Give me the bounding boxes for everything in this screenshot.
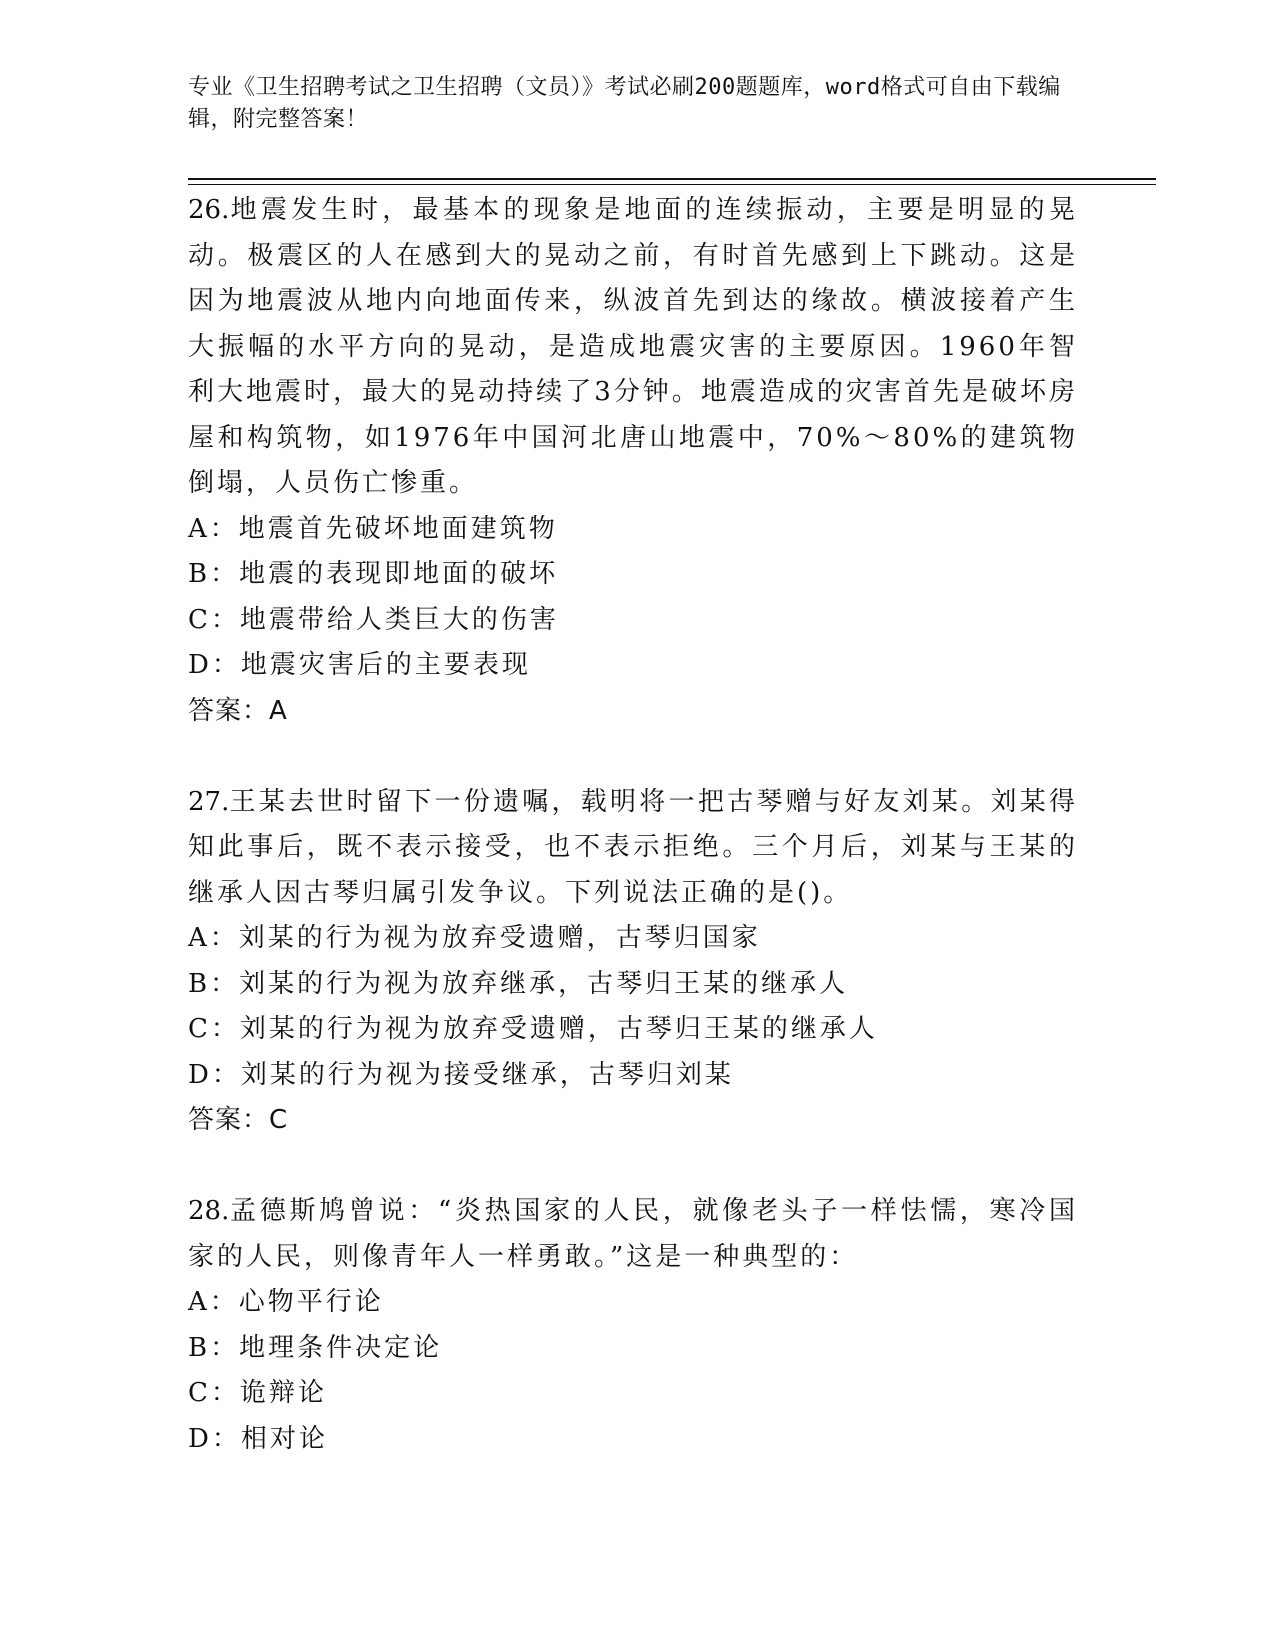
option-d: D：刘某的行为视为接受继承，古琴归刘某 (188, 1059, 734, 1090)
option-c: C：诡辩论 (188, 1378, 327, 1408)
option-c: C：刘某的行为视为放弃受遗赠，古琴归王某的继承人 (188, 1014, 878, 1044)
header-divider-thick (188, 178, 1156, 180)
option-a: A：刘某的行为视为放弃受遗赠，古琴归国家 (188, 923, 761, 953)
question-number: 28. (188, 1196, 230, 1226)
question-text: 地震发生时，最基本的现象是地面的连续振动，主要是明显的晃动。极震区的人在感到大的晃动之前，有时首先感到上下跳动。这是因为地震波从地内向地面传来，纵波首先到达的缘故。横波接着产生大振幅的水平方向的晃动，是造成地震灾害的主要原因。1960年智利大地震时，最大的晃动持续了3分钟。地震造成的灾害首先是破坏房屋和构筑物，如1976年中国河北唐山地震中，70%～80%的建筑物倒塌，人员伤亡惨重。 (188, 195, 1078, 498)
header-divider-thin (188, 184, 1156, 185)
question-spacer (188, 734, 1078, 780)
question-stem (188, 188, 1078, 507)
question-spacer (188, 1144, 1078, 1190)
page-header: 专业《卫生招聘考试之卫生招聘（文员）》考试必刷200题题库，word格式可自由下载编辑，附完整答案！ (188, 75, 1061, 132)
answer: 答案：A (188, 695, 288, 726)
question-number: 26. (188, 195, 230, 225)
question-28 (188, 1189, 1078, 1462)
question-stem (188, 780, 1078, 917)
option-b: B：刘某的行为视为放弃继承，古琴归王某的继承人 (188, 968, 849, 999)
question-text: 孟德斯鸠曾说：“炎热国家的人民，就像老头子一样怯懦，寒冷国家的人民，则像青年人一样勇敢。”这是一种典型的： (188, 1196, 1078, 1272)
question-26 (188, 188, 1078, 734)
option-a: A：地震首先破坏地面建筑物 (188, 513, 558, 544)
answer: 答案：C (188, 1105, 289, 1135)
option-c: C：地震带给人类巨大的伤害 (188, 604, 559, 635)
question-stem (188, 1189, 1078, 1280)
question-list (188, 188, 1078, 1462)
question-27 (188, 780, 1078, 1144)
option-d: D：相对论 (188, 1423, 328, 1454)
option-a: A：心物平行论 (188, 1287, 384, 1317)
question-text: 王某去世时留下一份遗嘱，载明将一把古琴赠与好友刘某。刘某得知此事后，既不表示接受，也不表示拒绝。三个月后，刘某与王某的继承人因古琴归属引发争议。下列说法正确的是()。 (188, 786, 1078, 908)
option-b: B：地震的表现即地面的破坏 (188, 559, 559, 589)
option-b: B：地理条件决定论 (188, 1332, 443, 1363)
option-d: D：地震灾害后的主要表现 (188, 650, 531, 680)
question-number: 27. (188, 786, 230, 817)
